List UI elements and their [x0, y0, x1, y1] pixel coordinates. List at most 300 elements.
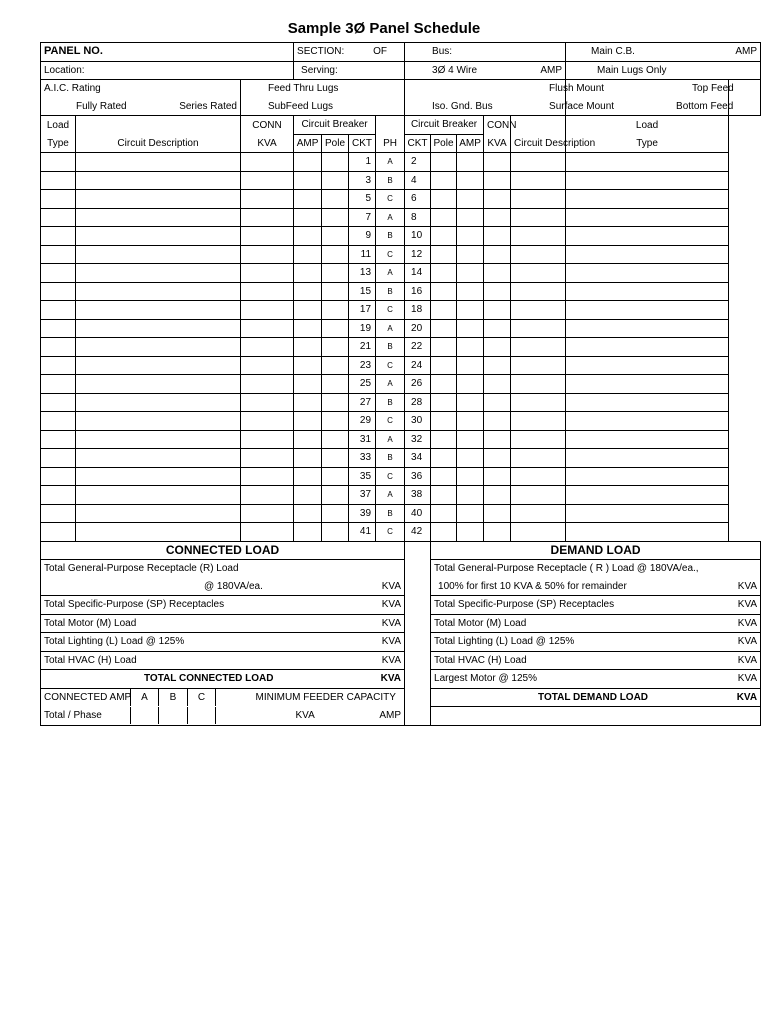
- conn-kva-cell[interactable]: [241, 208, 294, 227]
- demand-sp-value[interactable]: [431, 596, 761, 615]
- gap-cell: [405, 707, 431, 726]
- ckt-number-left: 3: [349, 171, 376, 190]
- load-type-cell[interactable]: [41, 430, 76, 449]
- conn-kva-cell-right[interactable]: [484, 523, 511, 542]
- breaker-pole-cell[interactable]: [322, 264, 349, 283]
- load-type-cell-right[interactable]: [566, 523, 729, 542]
- breaker-amp-cell[interactable]: [294, 523, 322, 542]
- breaker-amp-cell[interactable]: [294, 467, 322, 486]
- main-lugs-field[interactable]: [566, 61, 761, 80]
- breaker-amp-cell-right[interactable]: [457, 393, 484, 412]
- load-type-cell-right[interactable]: [566, 301, 729, 320]
- breaker-pole-cell[interactable]: [322, 523, 349, 542]
- kva-unit: KVA: [381, 636, 402, 648]
- breaker-amp-cell-right[interactable]: [457, 282, 484, 301]
- kva-unit: KVA: [381, 580, 402, 592]
- gap-cell: [405, 670, 431, 689]
- conn-kva-cell[interactable]: [241, 393, 294, 412]
- breaker-pole-cell-right[interactable]: [431, 430, 457, 449]
- breaker-amp-cell-right[interactable]: [457, 338, 484, 357]
- breaker-amp-cell[interactable]: [294, 245, 322, 264]
- ckt-number-left: 21: [349, 338, 376, 357]
- load-type-cell[interactable]: [41, 245, 76, 264]
- aic-field[interactable]: [41, 80, 241, 98]
- breaker-pole-cell[interactable]: [322, 153, 349, 172]
- load-type-cell[interactable]: [41, 449, 76, 468]
- breaker-pole-cell-right[interactable]: [431, 486, 457, 505]
- circuit-description-cell[interactable]: [76, 430, 241, 449]
- serving-field[interactable]: [294, 61, 405, 80]
- conn-kva-cell-right[interactable]: [484, 375, 511, 394]
- breaker-pole-cell[interactable]: [322, 467, 349, 486]
- load-type-cell[interactable]: [41, 227, 76, 246]
- circuit-description-cell[interactable]: [76, 208, 241, 227]
- load-type-cell-right[interactable]: [566, 190, 729, 209]
- conn-kva-cell[interactable]: [241, 190, 294, 209]
- iso-gnd-label: Iso. Gnd. Bus: [432, 100, 493, 112]
- phase-b-value[interactable]: [159, 707, 188, 724]
- circuit-description-cell[interactable]: [76, 264, 241, 283]
- conn-kva-cell[interactable]: [241, 523, 294, 542]
- breaker-amp-cell[interactable]: [294, 375, 322, 394]
- breaker-amp-cell[interactable]: [294, 356, 322, 375]
- conn-kva-cell-right[interactable]: [484, 208, 511, 227]
- min-feeder-value[interactable]: [241, 707, 405, 726]
- breaker-amp-cell-right[interactable]: [457, 208, 484, 227]
- load-type-cell[interactable]: [41, 393, 76, 412]
- wire-field[interactable]: [405, 61, 566, 80]
- circuit-description-cell-right[interactable]: [511, 338, 566, 357]
- circuit-description-cell-right[interactable]: [511, 430, 566, 449]
- iso-gnd-field[interactable]: [405, 98, 566, 116]
- breaker-pole-cell[interactable]: [322, 208, 349, 227]
- breaker-pole-cell-right[interactable]: [431, 227, 457, 246]
- breaker-pole-cell[interactable]: [322, 375, 349, 394]
- total-connected-label: TOTAL CONNECTED LOAD: [144, 673, 274, 685]
- conn-kva-cell-right[interactable]: [484, 449, 511, 468]
- conn-kva-cell[interactable]: [241, 356, 294, 375]
- conn-kva-cell-right[interactable]: [484, 356, 511, 375]
- breaker-amp-cell-right[interactable]: [457, 356, 484, 375]
- gap-cell: [405, 578, 431, 596]
- circuit-description-cell-right[interactable]: [511, 504, 566, 523]
- load-type-cell-right[interactable]: [566, 467, 729, 486]
- breaker-amp-cell-right[interactable]: [457, 412, 484, 431]
- conn-kva-cell[interactable]: [241, 245, 294, 264]
- load-type-cell-right[interactable]: [566, 449, 729, 468]
- ckt-number-right: 2: [405, 153, 431, 172]
- circuit-description-cell-right[interactable]: [511, 486, 566, 505]
- conn-kva-cell-right[interactable]: [484, 393, 511, 412]
- kva-unit: KVA: [380, 673, 402, 685]
- conn-kva-cell[interactable]: [241, 486, 294, 505]
- circuit-description-cell-right[interactable]: [511, 301, 566, 320]
- load-type-cell-right[interactable]: [566, 356, 729, 375]
- ckt-number-right: 22: [405, 338, 431, 357]
- conn-kva-cell[interactable]: [241, 412, 294, 431]
- breaker-pole-cell-right[interactable]: [431, 264, 457, 283]
- conn-kva-cell-right[interactable]: [484, 153, 511, 172]
- circuit-description-cell-right[interactable]: [511, 412, 566, 431]
- circuit-description-cell[interactable]: [76, 227, 241, 246]
- breaker-amp-cell-right[interactable]: [457, 319, 484, 338]
- circuit-description-cell-right[interactable]: [511, 282, 566, 301]
- connected-load-heading: CONNECTED LOAD: [41, 541, 405, 560]
- breaker-pole-cell-right[interactable]: [431, 245, 457, 264]
- conn-kva-cell-right[interactable]: [484, 430, 511, 449]
- phase-cell: B: [376, 338, 405, 357]
- circuit-description-cell[interactable]: [76, 282, 241, 301]
- phase-a-value[interactable]: [131, 707, 159, 724]
- breaker-pole-cell[interactable]: [322, 356, 349, 375]
- load-type-cell[interactable]: [41, 153, 76, 172]
- ckt-number-right: 40: [405, 504, 431, 523]
- circuit-description-cell-right[interactable]: [511, 393, 566, 412]
- load-type-cell[interactable]: [41, 282, 76, 301]
- breaker-pole-cell-right[interactable]: [431, 504, 457, 523]
- load-type-cell[interactable]: [41, 375, 76, 394]
- breaker-pole-cell[interactable]: [322, 412, 349, 431]
- load-type-cell[interactable]: [41, 356, 76, 375]
- conn-hvac-label: Total HVAC (H) Load: [44, 654, 137, 666]
- load-heading-row: [41, 541, 761, 560]
- breaker-pole-cell[interactable]: [322, 190, 349, 209]
- conn-kva-cell[interactable]: [241, 504, 294, 523]
- load-row-hvac: [41, 651, 761, 670]
- conn-kva-cell-right[interactable]: [484, 190, 511, 209]
- circuit-description-cell[interactable]: [76, 523, 241, 542]
- conn-kva-cell-right[interactable]: [484, 412, 511, 431]
- demand-r-value[interactable]: [431, 578, 761, 596]
- breaker-pole-cell-right[interactable]: [431, 319, 457, 338]
- breaker-pole-cell-right[interactable]: [431, 338, 457, 357]
- breaker-pole-cell[interactable]: [322, 301, 349, 320]
- circuit-description-cell[interactable]: [76, 449, 241, 468]
- conn-sp-value[interactable]: [41, 596, 405, 615]
- conn-kva-cell-right[interactable]: [484, 245, 511, 264]
- breaker-pole-cell-right[interactable]: [431, 523, 457, 542]
- ckt-number-left: 17: [349, 301, 376, 320]
- aic-label: A.I.C. Rating: [44, 83, 101, 95]
- breaker-amp-cell[interactable]: [294, 449, 322, 468]
- breaker-pole-cell-right[interactable]: [431, 393, 457, 412]
- conn-kva-cell[interactable]: [241, 301, 294, 320]
- ckt-header: CKT: [349, 134, 376, 153]
- circuit-description-cell-right[interactable]: [511, 227, 566, 246]
- breaker-amp-cell[interactable]: [294, 393, 322, 412]
- breaker-pole-cell-right[interactable]: [431, 375, 457, 394]
- breaker-pole-cell[interactable]: [322, 319, 349, 338]
- breaker-amp-cell-right[interactable]: [457, 375, 484, 394]
- breaker-amp-cell[interactable]: [294, 190, 322, 209]
- demand-r-line2: 100% for first 10 KVA & 50% for remainder: [438, 580, 627, 592]
- top-feed-field[interactable]: [692, 80, 761, 98]
- ckt-number-left: 9: [349, 227, 376, 246]
- breaker-amp-cell[interactable]: [294, 301, 322, 320]
- demand-motor-value[interactable]: [431, 614, 761, 633]
- conn-lighting-value[interactable]: [41, 633, 405, 652]
- conn-kva-cell[interactable]: [241, 153, 294, 172]
- conn-kva-cell-right[interactable]: [484, 282, 511, 301]
- circuit-row: [41, 227, 761, 246]
- breaker-amp-cell-right[interactable]: [457, 486, 484, 505]
- load-type-cell[interactable]: [41, 171, 76, 190]
- conn-kva-cell-right[interactable]: [484, 486, 511, 505]
- breaker-pole-cell-right[interactable]: [431, 282, 457, 301]
- breaker-amp-cell-right[interactable]: [457, 171, 484, 190]
- demand-hvac-value[interactable]: [431, 651, 761, 670]
- load-type-cell-right[interactable]: [566, 430, 729, 449]
- circuit-description-cell[interactable]: [76, 153, 241, 172]
- circuit-description-cell-right[interactable]: [511, 245, 566, 264]
- circuit-row: [41, 301, 761, 320]
- conn-kva-cell-right[interactable]: [484, 467, 511, 486]
- breaker-pole-cell[interactable]: [322, 171, 349, 190]
- fully-rated-label: Fully Rated: [76, 100, 127, 112]
- ckt-number-right: 24: [405, 356, 431, 375]
- ckt-number-right: 34: [405, 449, 431, 468]
- load-type-cell-right[interactable]: [566, 264, 729, 283]
- load-type-cell[interactable]: [41, 504, 76, 523]
- circuit-description-cell[interactable]: [76, 393, 241, 412]
- breaker-pole-cell-right[interactable]: [431, 467, 457, 486]
- conn-kva-cell[interactable]: [241, 282, 294, 301]
- location-field[interactable]: [41, 61, 294, 80]
- desc-header: Circuit Description: [76, 134, 241, 153]
- breaker-pole-cell[interactable]: [322, 449, 349, 468]
- conn-kva-cell-right[interactable]: [484, 264, 511, 283]
- breaker-pole-cell[interactable]: [322, 430, 349, 449]
- load-type-cell-right[interactable]: [566, 504, 729, 523]
- circuit-row: [41, 504, 761, 523]
- circuit-breaker-header-left: Circuit Breaker: [294, 116, 376, 135]
- breaker-amp-cell-right[interactable]: [457, 430, 484, 449]
- conn-kva-cell[interactable]: [241, 227, 294, 246]
- breaker-amp-cell-right[interactable]: [457, 227, 484, 246]
- circuit-row: [41, 338, 761, 357]
- ckt-number-right: 36: [405, 467, 431, 486]
- breaker-amp-cell-right[interactable]: [457, 504, 484, 523]
- circuit-description-cell[interactable]: [76, 356, 241, 375]
- breaker-amp-cell-right[interactable]: [457, 449, 484, 468]
- conn-amp-group: [41, 688, 241, 707]
- circuit-description-cell-right[interactable]: [511, 356, 566, 375]
- breaker-amp-cell[interactable]: [294, 319, 322, 338]
- demand-blank-cell[interactable]: [431, 707, 761, 726]
- breaker-amp-cell-right[interactable]: [457, 245, 484, 264]
- phase-c-value[interactable]: [188, 707, 216, 724]
- load-type-cell[interactable]: [41, 301, 76, 320]
- circuit-description-cell-right[interactable]: [511, 319, 566, 338]
- load-type-cell[interactable]: [41, 319, 76, 338]
- circuit-description-cell[interactable]: [76, 319, 241, 338]
- header-row-1: [41, 43, 761, 62]
- circuit-description-cell-right[interactable]: [511, 190, 566, 209]
- load-type-cell-right[interactable]: [566, 412, 729, 431]
- load-type-cell-right[interactable]: [566, 282, 729, 301]
- ckt-number-left: 15: [349, 282, 376, 301]
- circuit-description-cell[interactable]: [76, 412, 241, 431]
- series-rated-label: Series Rated: [179, 100, 237, 112]
- breaker-pole-cell-right[interactable]: [431, 449, 457, 468]
- circuit-description-cell[interactable]: [76, 171, 241, 190]
- conn-kva-cell-right[interactable]: [484, 227, 511, 246]
- ph-header: PH: [376, 134, 405, 153]
- circuit-description-cell[interactable]: [76, 338, 241, 357]
- bottom-feed-field[interactable]: [676, 98, 761, 116]
- panel-no-label: PANEL NO.: [44, 45, 103, 58]
- breaker-amp-cell[interactable]: [294, 412, 322, 431]
- feed-thru-field[interactable]: [241, 80, 405, 98]
- circuit-description-cell-right[interactable]: [511, 449, 566, 468]
- section-field[interactable]: [294, 43, 405, 62]
- phase-cell: A: [376, 153, 405, 172]
- load-type-cell[interactable]: [41, 190, 76, 209]
- conn-kva-cell[interactable]: [241, 467, 294, 486]
- breaker-amp-cell[interactable]: [294, 264, 322, 283]
- breaker-amp-cell-right[interactable]: [457, 264, 484, 283]
- circuit-description-cell[interactable]: [76, 375, 241, 394]
- kva-unit: KVA: [736, 691, 758, 703]
- load-type-cell-right[interactable]: [566, 153, 729, 172]
- circuit-description-cell[interactable]: [76, 467, 241, 486]
- circuit-description-cell-right[interactable]: [511, 208, 566, 227]
- circuit-description-cell-right[interactable]: [511, 171, 566, 190]
- breaker-pole-cell[interactable]: [322, 338, 349, 357]
- conn-kva-cell[interactable]: [241, 319, 294, 338]
- conn-kva-cell-right[interactable]: [484, 338, 511, 357]
- circuit-description-cell[interactable]: [76, 301, 241, 320]
- load-type-cell-right[interactable]: [566, 227, 729, 246]
- conn-hvac-value[interactable]: [41, 651, 405, 670]
- load-type-cell[interactable]: [41, 264, 76, 283]
- conn-motor-value[interactable]: [41, 614, 405, 633]
- circuit-description-cell[interactable]: [76, 504, 241, 523]
- load-type-cell-right[interactable]: [566, 338, 729, 357]
- ckt-number-right: 32: [405, 430, 431, 449]
- breaker-amp-cell[interactable]: [294, 486, 322, 505]
- main-cb-field[interactable]: [566, 43, 761, 62]
- kva-header-right: KVA: [484, 134, 511, 153]
- load-type-cell[interactable]: [41, 208, 76, 227]
- circuit-description-cell[interactable]: [76, 486, 241, 505]
- phase-cell: A: [376, 264, 405, 283]
- breaker-amp-cell-right[interactable]: [457, 523, 484, 542]
- load-type-cell[interactable]: [41, 523, 76, 542]
- breaker-amp-cell[interactable]: [294, 153, 322, 172]
- conn-kva-cell-right[interactable]: [484, 504, 511, 523]
- breaker-amp-cell[interactable]: [294, 282, 322, 301]
- page-title: Sample 3Ø Panel Schedule: [287, 20, 481, 37]
- load-type-cell-right[interactable]: [566, 319, 729, 338]
- circuit-description-cell[interactable]: [76, 190, 241, 209]
- kva-unit: KVA: [737, 654, 758, 666]
- breaker-amp-cell-right[interactable]: [457, 190, 484, 209]
- load-type-cell[interactable]: [41, 338, 76, 357]
- breaker-pole-cell-right[interactable]: [431, 356, 457, 375]
- conn-kva-cell-right[interactable]: [484, 319, 511, 338]
- conn-kva-cell-right[interactable]: [484, 301, 511, 320]
- type-header-right: Type: [566, 134, 729, 153]
- main-cb-label: Main C.B.: [591, 46, 635, 58]
- conn-kva-cell[interactable]: [241, 264, 294, 283]
- breaker-amp-cell[interactable]: [294, 227, 322, 246]
- largest-motor-value[interactable]: [431, 670, 761, 689]
- conn-kva-cell[interactable]: [241, 171, 294, 190]
- breaker-amp-cell[interactable]: [294, 430, 322, 449]
- load-type-cell[interactable]: [41, 486, 76, 505]
- ckt-number-left: 29: [349, 412, 376, 431]
- ckt-number-left: 23: [349, 356, 376, 375]
- breaker-pole-cell-right[interactable]: [431, 190, 457, 209]
- conn-kva-cell[interactable]: [241, 375, 294, 394]
- circuit-row: [41, 264, 761, 283]
- breaker-pole-cell-right[interactable]: [431, 301, 457, 320]
- total-demand-value[interactable]: [431, 688, 761, 707]
- breaker-pole-cell-right[interactable]: [431, 208, 457, 227]
- load-type-cell-right[interactable]: [566, 486, 729, 505]
- breaker-amp-cell[interactable]: [294, 504, 322, 523]
- circuit-row: [41, 430, 761, 449]
- conn-kva-cell[interactable]: [241, 338, 294, 357]
- load-type-cell-right[interactable]: [566, 393, 729, 412]
- breaker-amp-cell-right[interactable]: [457, 467, 484, 486]
- load-type-cell[interactable]: [41, 467, 76, 486]
- breaker-amp-cell-right[interactable]: [457, 301, 484, 320]
- load-type-cell-right[interactable]: [566, 171, 729, 190]
- circuit-description-cell-right[interactable]: [511, 153, 566, 172]
- conn-r-value[interactable]: [41, 578, 405, 596]
- load-type-cell[interactable]: [41, 412, 76, 431]
- breaker-amp-cell-right[interactable]: [457, 153, 484, 172]
- breaker-pole-cell[interactable]: [322, 393, 349, 412]
- breaker-pole-cell[interactable]: [322, 504, 349, 523]
- breaker-pole-cell[interactable]: [322, 282, 349, 301]
- conn-kva-cell[interactable]: [241, 430, 294, 449]
- total-connected-value[interactable]: [41, 670, 405, 689]
- circuit-description-cell[interactable]: [76, 245, 241, 264]
- demand-motor-label: Total Motor (M) Load: [434, 617, 527, 629]
- of-label: OF: [373, 46, 388, 58]
- circuit-description-cell-right[interactable]: [511, 523, 566, 542]
- load-type-cell-right[interactable]: [566, 375, 729, 394]
- load-type-cell-right[interactable]: [566, 208, 729, 227]
- breaker-pole-cell[interactable]: [322, 227, 349, 246]
- breaker-amp-cell[interactable]: [294, 208, 322, 227]
- load-type-cell-right[interactable]: [566, 245, 729, 264]
- breaker-pole-cell-right[interactable]: [431, 171, 457, 190]
- breaker-pole-cell[interactable]: [322, 486, 349, 505]
- circuit-description-cell-right[interactable]: [511, 467, 566, 486]
- subfeed-field[interactable]: [241, 98, 405, 116]
- conn-kva-cell[interactable]: [241, 449, 294, 468]
- demand-lighting-value[interactable]: [431, 633, 761, 652]
- bus-field[interactable]: [405, 43, 511, 62]
- breaker-pole-cell-right[interactable]: [431, 412, 457, 431]
- breaker-pole-cell-right[interactable]: [431, 153, 457, 172]
- demand-r-line1: Total General-Purpose Receptacle ( R ) Load @ 180VA/ea.,: [431, 560, 761, 578]
- phase-cell: B: [376, 504, 405, 523]
- circuit-row: [41, 190, 761, 209]
- circuit-description-cell-right[interactable]: [511, 375, 566, 394]
- circuit-description-cell-right[interactable]: [511, 264, 566, 283]
- load-row-r2: [41, 578, 761, 596]
- breaker-amp-cell[interactable]: [294, 338, 322, 357]
- conn-kva-cell-right[interactable]: [484, 171, 511, 190]
- breaker-pole-cell[interactable]: [322, 245, 349, 264]
- rating-options[interactable]: [41, 98, 241, 116]
- breaker-amp-cell[interactable]: [294, 171, 322, 190]
